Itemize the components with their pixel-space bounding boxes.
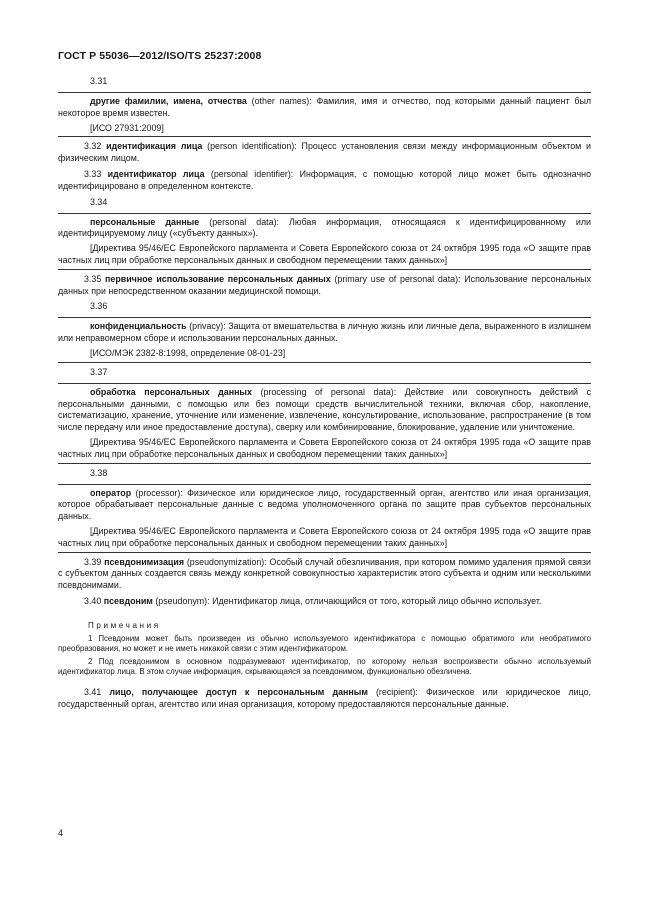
notes-heading: Примечания [88,620,161,630]
term-name: персональные данные [90,216,200,227]
term-name: идентификация лица [106,141,203,152]
term-text: (other names): Фамилия, имя и отчество, под которыми данный пациент был некоторое время известен. [58,96,591,118]
entry-number: 3.41 [84,686,110,697]
term-name: обработка персональных данных [90,386,252,397]
term-text: (recipient): Физическое или юридическое лицо, государственный орган, агентство или иная организация, которому предоставляются персональные данные. [58,686,591,709]
entry-number: 3.40 [84,595,104,606]
document-content [58,76,591,714]
entry-number: 3.33 [84,168,108,179]
term-name: оператор [90,487,132,498]
term-definition [58,321,591,345]
term-name: псевдоним [103,595,153,606]
term-3-32 [58,141,591,165]
term-text: (primary use of personal data): Использование персональных данных при непосредственном оказании медицинской помощи. [58,273,591,296]
term-name: первичное использование персональных данных [105,273,331,284]
term-3-41 [58,687,591,711]
term-reference: [Директива 95/46/ЕС Европейского парламента и Совета Европейского союза от 24 октября 1995 года «О защите прав частных лиц при обработке персональных данных и свободном перемещении таких данных»] [58,525,591,548]
term-3-39 [58,557,591,592]
term-box-3-36 [58,317,591,362]
term-name: лицо, получающее доступ к персональным данным [109,686,368,697]
term-source: [ИСО/МЭК 2382-8:1998, определение 08-01-23] [90,347,286,358]
term-text: (processor): Физическое или юридическое лицо, государственный орган, агентство или иная организация, которое обрабатывает персональные данные с ведома уполномоченного органа по защите прав субъектов персональных данных. [58,487,591,522]
term-definition [58,488,591,523]
term-text: (processing of personal data): Действие или совокупность действий с персональными данными, с помощью или без помощи средств вычислительной техники, включая сбор, накопление, систематизацию, хранение, уточнение или изменение, извлечение, консультирование, использование, распространение (в том числе передачу или иное предоставление доступа), сверку или комбинирование, блокирование, удаление или уничтожение. [58,386,592,433]
term-text: (person identification): Процесс установления связи между информационным объектом и физическим лицом. [58,141,592,164]
entry-number: 3.32 [84,141,107,152]
term-text: (personal data): Любая информация, относящаяся к идентифицированному или идентифицируемому лицу («субъекту данных»). [58,216,591,239]
term-text: (pseudonym): Идентификатор лица, отличающийся от того, который лицо обычно использует. [152,595,542,606]
entry-number: 3.37 [90,366,108,377]
term-3-33 [58,169,591,193]
term-source: [ИСО 27931:2009] [90,122,164,133]
entry-number: 3.36 [90,301,108,312]
term-box-3-31 [58,92,591,137]
note-2: 2 Под псевдонимом в основном подразумевают идентификатор, по которому нельзя воспроизвести обычно используемый идентификатор лица. В этом случае информация, скрывающаяся за псевдонимом, функционально обезличена. [58,656,591,677]
standard-header: ГОСТ Р 55036—2012/ISO/TS 25237:2008 [58,50,262,62]
term-text: (pseudonymization): Особый случай обезличивания, при котором помимо удаления прямой связи с субъектом данных создается связь между конкретной совокупностью характеристик этого субъекта и одним или несколькими псевдонимами. [58,556,591,591]
term-3-40 [58,596,591,608]
entry-number: 3.34 [90,196,108,207]
note-1: 1 Псевдоним может быть произведен из обычно используемого идентификатора с помощью обратимого или необратимого преобразования, но может и не иметь никакой связи с этим идентификатором. [58,633,591,654]
entry-number: 3.39 [84,556,105,567]
term-reference: [Директива 95/46/ЕС Европейского парламента и Совета Европейского союза от 24 октября 1995 года «О защите прав частных лиц при обработке персональных данных и свободном перемещении таких данных»] [58,436,591,459]
term-definition [58,217,591,241]
term-definition [58,387,591,434]
term-definition [58,96,591,120]
entry-number: 3.35 [84,273,106,284]
term-3-35 [58,274,591,298]
term-reference: [Директива 95/46/ЕС Европейского парламента и Совета Европейского союза от 24 октября 1995 года «О защите прав частных лиц при обработке персональных данных и свободном перемещении таких данных»] [58,243,591,265]
entry-number: 3.31 [90,76,108,86]
term-text: (privacy): Защита от вмешательства в личную жизнь или личные дела, выраженного в излишнем или неправомерном сборе и использовании персональных данных. [58,321,591,344]
term-name: конфиденциальность [90,321,187,332]
term-name: псевдонимизация [104,556,184,567]
entry-number: 3.38 [90,467,108,478]
term-box-3-37 [58,383,591,464]
page-number: 4 [58,828,64,838]
term-box-3-38 [58,484,591,553]
term-name: другие фамилии, имена, отчества [90,96,247,106]
term-name: идентификатор лица [107,168,205,179]
term-box-3-34 [58,213,591,270]
term-text: (personal identifier): Информация, с помощью которой лицо может быть однозначно идентифицировано в определенном контексте. [58,168,592,191]
